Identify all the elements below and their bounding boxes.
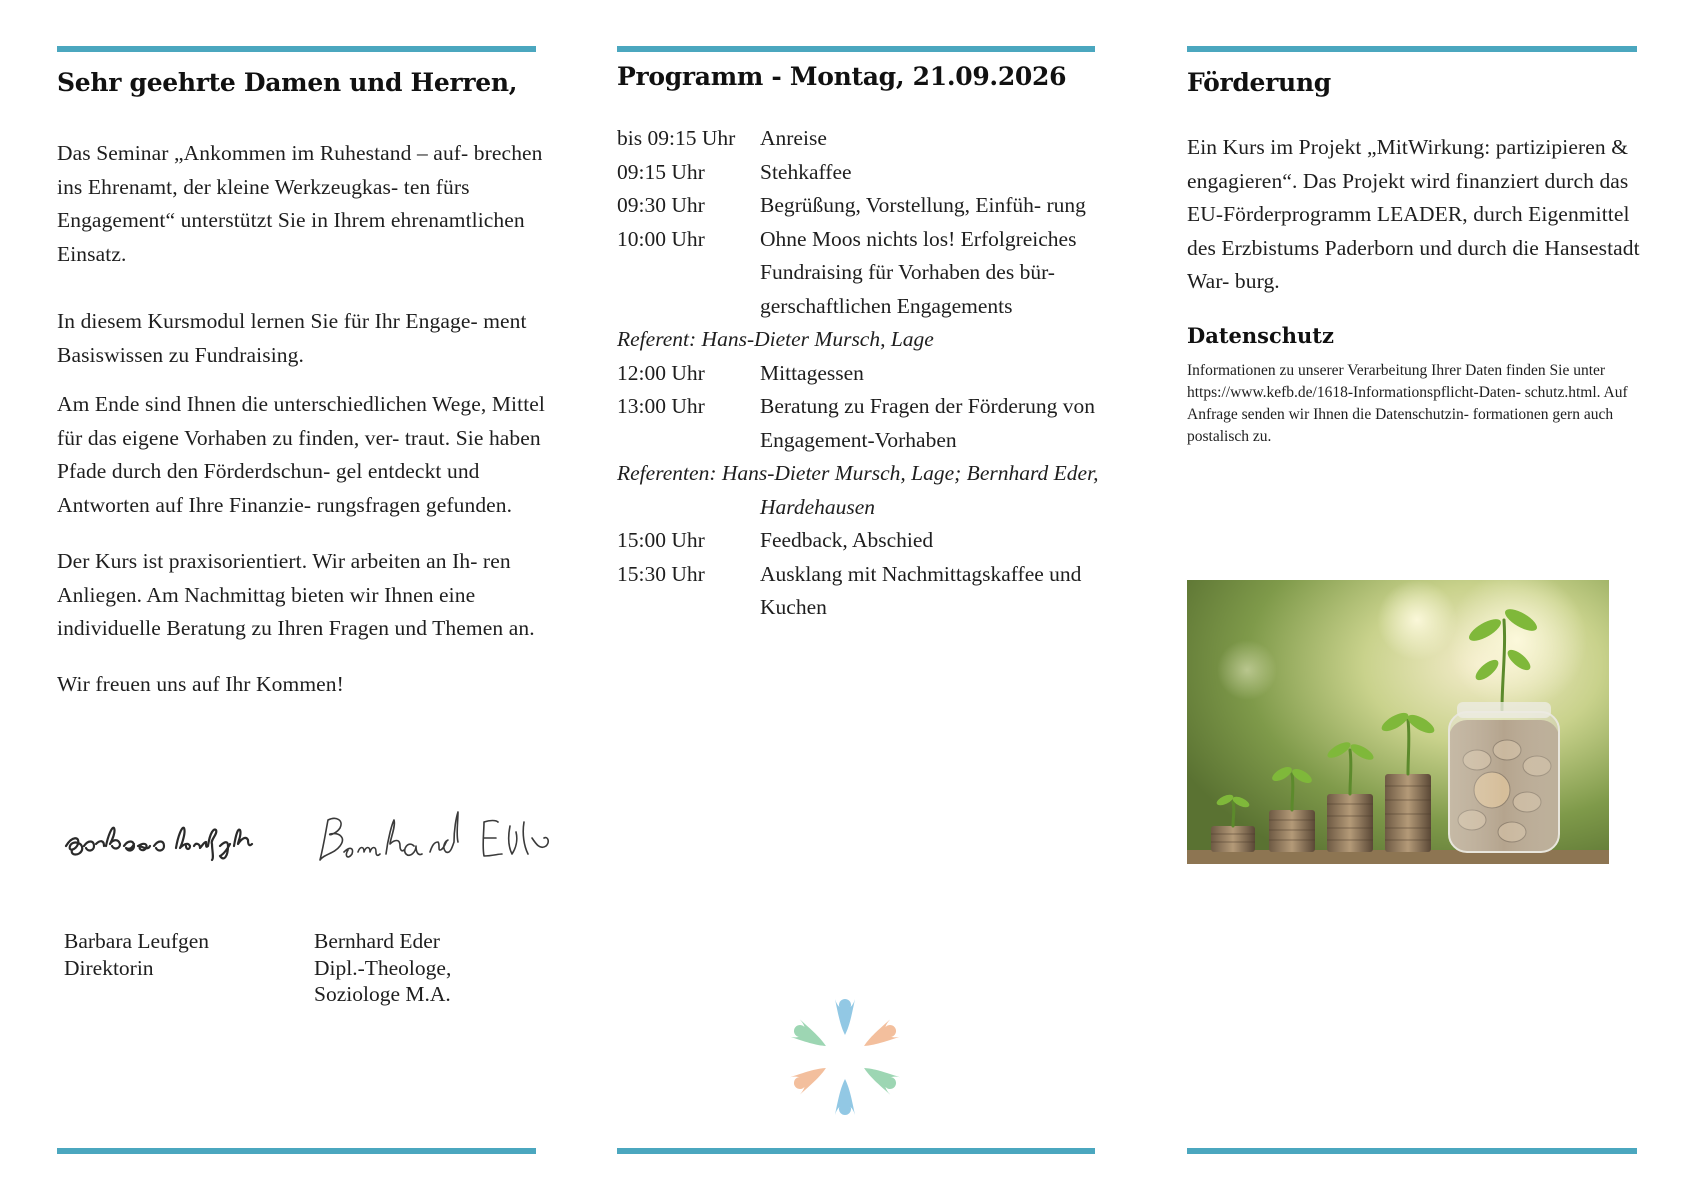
outcome-paragraph: Am Ende sind Ihnen die unterschiedlichen Wege, Mittel für das eigene Vorhaben zu finden, ver- traut. Sie haben Pfade durch den Förderdschun- gel entdeckt und Antworten auf Ihre Finanzie- rungsfragen gefunden. <box>57 392 545 517</box>
top-rule-right <box>1187 46 1637 52</box>
schedule-time: 12:00 Uhr <box>617 360 705 385</box>
schedule-item: Ohne Moos nichts los! Erfolgreiches Fundraising für Vorhaben des bür- gerschaftlichen Engagements <box>760 226 1077 318</box>
foerderung-title: Förderung <box>1187 68 1331 97</box>
schedule-item: Beratung zu Fragen der Förderung von Engagement-Vorhaben <box>760 394 1095 452</box>
middle-column <box>617 60 1137 625</box>
right-column <box>1187 66 1647 448</box>
schedule-time: 15:30 Uhr <box>617 561 705 586</box>
signer-leufgen <box>64 928 209 981</box>
foerderung-text: Ein Kurs im Projekt „MitWirkung: partizipieren & engagieren“. Das Projekt wird finanziert durch das EU-Förderprogramm LEADER, durch Eigenmittel des Erzbistums Paderborn und durch die Hansestadt War- burg. <box>1187 135 1640 293</box>
schedule-time: 10:00 Uhr <box>617 226 705 251</box>
closing-paragraph: Wir freuen uns auf Ihr Kommen! <box>57 671 344 696</box>
schedule-time: 09:15 Uhr <box>617 159 705 184</box>
schedule-row <box>617 390 1137 457</box>
left-column <box>57 66 547 701</box>
datenschutz-title: Datenschutz <box>1187 322 1334 348</box>
bottom-rule-left <box>57 1148 536 1154</box>
schedule-item: Ausklang mit Nachmittagskaffee und Kuchen <box>760 561 1082 619</box>
referents-names: Referenten: Hans-Dieter Mursch, Lage; Bernhard Eder, <box>617 461 1099 485</box>
schedule-row <box>617 558 1137 625</box>
bottom-rule-middle <box>617 1148 1095 1154</box>
schedule-item: Feedback, Abschied <box>760 528 934 552</box>
signer-role: Soziologe M.A. <box>314 982 451 1006</box>
schedule-row <box>617 189 1137 223</box>
schedule-row <box>617 357 1137 391</box>
schedule-item: Anreise <box>760 126 827 150</box>
schedule-time: 09:30 Uhr <box>617 193 705 217</box>
signer-role: Direktorin <box>64 955 154 980</box>
schedule-item: Begrüßung, Vorstellung, Einfüh- rung <box>760 193 1086 217</box>
coins-plants-photo <box>1187 580 1609 864</box>
datenschutz-text: Informationen zu unserer Verarbeitung Ihrer Daten finden Sie unter https://www.kefb.de/1618-Informationspflicht-Daten- schutz.html. Auf Anfrage senden wir Ihnen die Datenschutzin- formationen gern auch postalisch zu. <box>1187 361 1628 445</box>
referents-location: Hardehausen <box>760 494 876 519</box>
schedule-row <box>617 156 1137 190</box>
signature-bernhard-eder <box>314 808 554 870</box>
signer-eder <box>314 928 451 1008</box>
intro-paragraph: Das Seminar „Ankommen im Ruhestand – auf- brechen ins Ehrenamt, der kleine Werkzeugkas- ten fürs Engagement“ unterstützt Sie in Ihrem ehrenamtlichen Einsatz. <box>57 141 543 266</box>
signer-name: Bernhard Eder <box>314 929 440 953</box>
greeting-heading: Sehr geehrte Damen und Herren, <box>57 68 518 97</box>
schedule-row <box>617 223 1137 324</box>
signature-barbara-leufgen <box>62 816 292 866</box>
practice-paragraph: Der Kurs ist praxisorientiert. Wir arbeiten an Ih- ren Anliegen. Am Nachmittag bieten wir Ihnen eine individuelle Beratung zu Ihren Fragen und Themen an. <box>57 549 535 640</box>
program-title: Programm - Montag, 21.09.2026 <box>617 62 1067 91</box>
module-paragraph: In diesem Kursmodul lernen Sie für Ihr Engage- ment Basiswissen zu Fundraising. <box>57 309 527 367</box>
signer-name: Barbara Leufgen <box>64 929 210 953</box>
schedule-time: bis 09:15 Uhr <box>617 126 736 150</box>
top-rule-middle <box>617 46 1095 52</box>
program-schedule <box>617 122 1137 625</box>
schedule-time: 15:00 Uhr <box>617 528 705 552</box>
signer-role: Dipl.-Theologe, <box>314 955 452 980</box>
referent-line: Referent: Hans-Dieter Mursch, Lage <box>617 327 934 351</box>
schedule-row <box>617 122 1137 156</box>
bottom-rule-right <box>1187 1148 1637 1154</box>
people-circle-logo <box>785 990 905 1125</box>
top-rule-left <box>57 46 536 52</box>
signatures <box>62 808 562 878</box>
schedule-item: Stehkaffee <box>760 159 852 184</box>
referents-line <box>617 457 1137 524</box>
schedule-item: Mittagessen <box>760 360 864 385</box>
schedule-time: 13:00 Uhr <box>617 394 705 418</box>
schedule-row <box>617 524 1137 558</box>
